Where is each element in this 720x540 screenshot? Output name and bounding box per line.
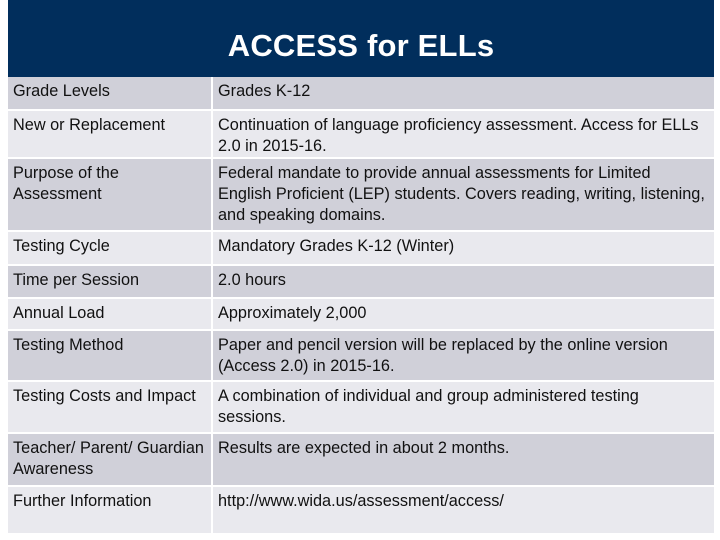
further-info-link[interactable]: http://www.wida.us/assessment/access/	[212, 486, 714, 534]
row-value: Federal mandate to provide annual assessments for Limited English Proficient (LEP) students. Covers reading, writing, listening, and speaking domains.	[212, 158, 714, 231]
row-label: New or Replacement	[8, 110, 212, 158]
table-row	[8, 330, 714, 381]
row-label: Further Information	[8, 486, 212, 534]
row-label: Time per Session	[8, 265, 212, 298]
table-row	[8, 77, 714, 110]
table-row	[8, 231, 714, 265]
row-label: Annual Load	[8, 298, 212, 330]
row-value: Paper and pencil version will be replaced by the online version (Access 2.0) in 2015-16.	[212, 330, 714, 381]
table-row	[8, 486, 714, 534]
row-value: Grades K-12	[212, 77, 714, 110]
row-label: Purpose of the Assessment	[8, 158, 212, 231]
table-row	[8, 433, 714, 486]
row-value: 2.0 hours	[212, 265, 714, 298]
row-label: Testing Costs and Impact	[8, 381, 212, 433]
row-value: A combination of individual and group administered testing sessions.	[212, 381, 714, 433]
title-banner	[8, 0, 714, 78]
row-value: Mandatory Grades K-12 (Winter)	[212, 231, 714, 265]
row-value: Continuation of language proficiency assessment. Access for ELLs 2.0 in 2015-16.	[212, 110, 714, 158]
row-label: Grade Levels	[8, 77, 212, 110]
table-row	[8, 298, 714, 330]
table-row	[8, 158, 714, 231]
row-value: Approximately 2,000	[212, 298, 714, 330]
assessment-info-table	[8, 77, 714, 535]
row-label: Teacher/ Parent/ Guardian Awareness	[8, 433, 212, 486]
page-title: ACCESS for ELLs	[227, 28, 495, 63]
table-row	[8, 265, 714, 298]
table-row	[8, 381, 714, 433]
row-value: Results are expected in about 2 months.	[212, 433, 714, 486]
row-label: Testing Cycle	[8, 231, 212, 265]
table-row	[8, 110, 714, 158]
row-label: Testing Method	[8, 330, 212, 381]
